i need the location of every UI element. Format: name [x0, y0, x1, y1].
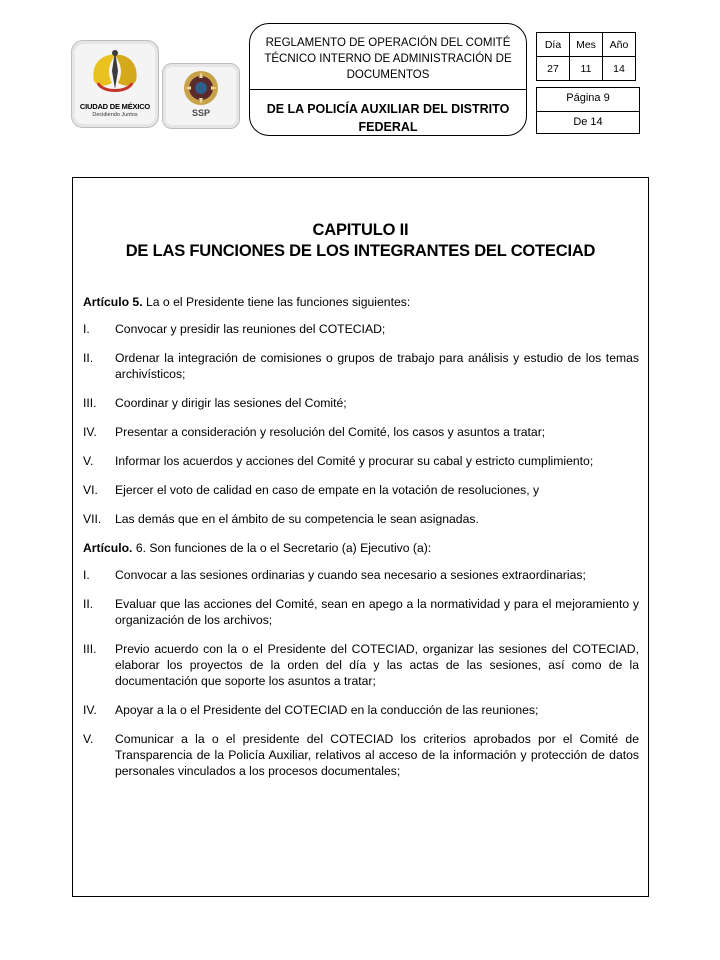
item-text: Informar los acuerdos y acciones del Comité y procurar su cabal y estricto cumplimiento;: [115, 454, 594, 468]
item-number: V.: [83, 454, 94, 468]
item-text: Presentar a consideración y resolución del Comité, los casos y asuntos a tratar;: [115, 425, 546, 439]
list-item: [83, 702, 639, 718]
item-number: I.: [83, 322, 90, 336]
document-subtitle: DE LA POLICÍA AUXILIAR DEL DISTRITO FEDERAL: [266, 102, 510, 134]
year-label: Año: [603, 33, 636, 57]
article-5-text: La o el Presidente tiene las funciones siguientes:: [145, 295, 411, 309]
list-item: [83, 350, 639, 382]
chapter-number: CAPITULO II: [312, 221, 409, 239]
day-value: 27: [537, 57, 570, 81]
content-frame: [72, 177, 649, 897]
list-item: [83, 424, 639, 440]
chapter-title: DE LAS FUNCIONES DE LOS INTEGRANTES DEL COTECIAD: [125, 242, 596, 260]
item-number: IV.: [83, 703, 97, 717]
item-text: Ordenar la integración de comisiones o grupos de trabajo para análisis y estudio de los temas archivísticos;: [115, 351, 639, 381]
ssp-logo: [162, 63, 240, 129]
list-item: [83, 731, 639, 779]
item-number: VII.: [83, 512, 102, 526]
item-text: Convocar a las sesiones ordinarias y cuando sea necesario a sesiones extraordinarias;: [115, 568, 586, 582]
item-number: IV.: [83, 425, 97, 439]
item-text: Las demás que en el ámbito de su competencia le sean asignadas.: [115, 512, 479, 526]
article-6-label: Artículo.: [83, 541, 133, 555]
item-number: I.: [83, 568, 90, 582]
item-text: Evaluar que las acciones del Comité, sean en apego a la normatividad y para el mejoramiento y organización de los archivos;: [115, 597, 639, 627]
article-6-intro: [83, 540, 639, 556]
item-number: III.: [83, 396, 97, 410]
list-item: [83, 395, 639, 411]
chapter-heading: [73, 220, 648, 262]
cdmx-logo: [71, 40, 159, 128]
list-item: [83, 482, 639, 498]
item-number: III.: [83, 642, 97, 656]
list-item: [83, 321, 639, 337]
ssp-logo-label: SSP: [191, 108, 210, 118]
page-divider: [537, 111, 639, 112]
item-number: II.: [83, 351, 94, 365]
article-6-text: 6. Son funciones de la o el Secretario (a) Ejecutivo (a):: [135, 541, 432, 555]
item-text: Previo acuerdo con la o el Presidente del COTECIAD, organizar las sesiones del COTECIAD, elaborar los proyectos de la orden del día y las actas de las sesiones, así como de la documentación que soporte los asuntos a tratar;: [115, 642, 639, 688]
document-title: REGLAMENTO DE OPERACIÓN DEL COMITÉ TÉCNICO INTERNO DE ADMINISTRACIÓN DE DOCUMENTOS: [264, 37, 512, 81]
item-text: Coordinar y dirigir las sesiones del Comité;: [115, 396, 347, 410]
article-5-label: Artículo 5.: [83, 295, 143, 309]
year-value: 14: [603, 57, 636, 81]
day-label: Día: [537, 33, 570, 57]
page-number-box: [536, 87, 640, 134]
month-value: 11: [570, 57, 603, 81]
item-number: VI.: [83, 483, 98, 497]
list-item: [83, 567, 639, 583]
list-item: [83, 453, 639, 469]
item-number: II.: [83, 597, 94, 611]
articles: [83, 294, 639, 792]
date-table: [536, 32, 636, 81]
cdmx-logo-title: CIUDAD DE MÉXICO: [79, 102, 151, 111]
police-badge-icon: [163, 64, 239, 128]
page-total: De 14: [573, 116, 603, 128]
document-title-box: [249, 23, 527, 136]
page-label: Página 9: [566, 92, 610, 104]
item-text: Ejercer el voto de calidad en caso de empate en la votación de resoluciones, y: [115, 483, 540, 497]
title-divider: [250, 89, 526, 90]
cdmx-logo-tagline: Decidiendo Juntos: [92, 112, 138, 118]
item-text: Apoyar a la o el Presidente del COTECIAD en la conducción de las reuniones;: [115, 703, 539, 717]
article-5-intro: [83, 294, 639, 310]
item-text: Comunicar a la o el presidente del COTECIAD los criterios aprobados por el Comité de Transparencia de la Policía Auxiliar, relativos al acceso de la información y protección de datos personales vinculados a los procesos documentales;: [115, 732, 639, 778]
list-item: [83, 641, 639, 689]
item-text: Convocar y presidir las reuniones del COTECIAD;: [115, 322, 386, 336]
month-label: Mes: [570, 33, 603, 57]
list-item: [83, 511, 639, 527]
list-item: [83, 596, 639, 628]
item-number: V.: [83, 732, 94, 746]
